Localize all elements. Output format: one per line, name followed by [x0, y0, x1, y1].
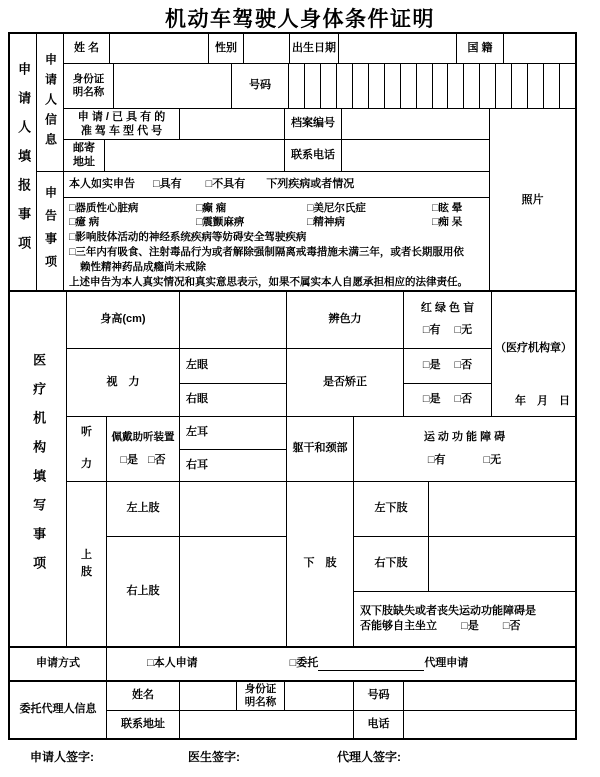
id-digit-cell[interactable] [401, 64, 417, 108]
entrust-suffix: 代理申请 [424, 657, 469, 670]
agent-address-input[interactable] [180, 711, 354, 738]
checkbox-has[interactable]: □具有 [153, 177, 182, 190]
sit-line-2: 否能够自主坐立 [360, 620, 437, 632]
legal-statement: 上述申告为本人真实情况和真实意思表示，如果不属实本人自愿承担相应的法律责任。 [69, 275, 468, 288]
checkbox-vertigo[interactable]: □眩 晕 [432, 201, 463, 214]
right-lower-limb-input[interactable] [429, 537, 575, 592]
dob-label: 出生日期 [290, 34, 339, 64]
id-digit-cell[interactable] [464, 64, 480, 108]
contact-phone-input[interactable] [342, 140, 490, 172]
id-digit-cell[interactable] [385, 64, 401, 108]
checkbox-aid-no[interactable]: □否 [148, 453, 166, 466]
id-name-label: 身份证明名称 [64, 64, 114, 109]
motor-function-label: 运 动 功 能 障 碍 [423, 430, 506, 443]
hearing-aid-label: 佩戴助听装置 [111, 430, 175, 443]
id-digit-cell[interactable] [337, 64, 353, 108]
gender-label: 性别 [209, 34, 244, 64]
id-digit-cell[interactable] [448, 64, 464, 108]
license-type-label: 申 请 / 已 具 有 的 准 驾 车 型 代 号 [64, 109, 180, 140]
right-ear-cell[interactable]: 右耳 [180, 450, 287, 482]
section-divider [10, 646, 575, 648]
trunk-neck-label: 躯干和颈部 [287, 417, 354, 482]
checkbox-aid-yes[interactable]: □是 [120, 453, 138, 466]
id-digit-cell[interactable] [560, 64, 575, 108]
license-type-input[interactable] [180, 109, 285, 140]
id-digit-cell[interactable] [305, 64, 321, 108]
checkbox-has-not[interactable]: □不具有 [205, 177, 246, 190]
checkbox-heart-disease[interactable]: □器质性心脏病 [69, 201, 139, 214]
correction-left-eye-cell [404, 349, 492, 384]
height-label: 身高(cm) [67, 292, 180, 349]
right-upper-limb-label: 右上肢 [107, 537, 180, 646]
side-label-applicant-section: 申请人填报事项 [10, 34, 37, 292]
checkbox-parkinsonism[interactable]: □震颤麻痹 [196, 216, 245, 229]
declaration-row [64, 172, 490, 198]
agent-info-label: 委托代理人信息 [10, 682, 107, 738]
checkbox-motor-have[interactable]: □有 [427, 453, 446, 466]
dob-input[interactable] [339, 34, 457, 64]
id-number-grid[interactable] [289, 64, 575, 109]
drug-history-wrap-line: 赖性精神药品成瘾尚未戒除 [80, 260, 206, 273]
id-digit-cell[interactable] [544, 64, 560, 108]
id-digit-cell[interactable] [369, 64, 385, 108]
right-lower-limb-label: 右下肢 [354, 537, 429, 592]
id-digit-cell[interactable] [512, 64, 528, 108]
vision-label: 视 力 [67, 349, 180, 417]
entrust-blank-line[interactable] [318, 657, 424, 671]
checkbox-hysteria[interactable]: □癔 病 [69, 216, 100, 229]
id-name-input[interactable] [114, 64, 232, 109]
correction-right-eye-cell [404, 384, 492, 417]
certificate-form-table [8, 32, 577, 740]
contact-phone-label: 联系电话 [285, 140, 342, 172]
application-method-cell [107, 648, 575, 680]
id-digit-cell[interactable] [433, 64, 449, 108]
file-number-label: 档案编号 [285, 109, 342, 140]
agent-name-label: 姓名 [107, 682, 180, 711]
nationality-input[interactable] [504, 34, 575, 64]
agent-signature-label: 代理人签字: [337, 750, 401, 764]
left-lower-limb-label: 左下肢 [354, 482, 429, 537]
left-upper-limb-label: 左上肢 [107, 482, 180, 537]
mail-address-input[interactable] [105, 140, 285, 172]
agent-phone-input[interactable] [404, 711, 575, 738]
checkbox-correct-yes-2[interactable]: □是 [422, 393, 441, 406]
id-digit-cell[interactable] [321, 64, 337, 108]
hearing-label: 听 力 [67, 417, 107, 482]
sit-line-1: 双下肢缺失或者丧失运动功能障碍是 [360, 605, 536, 617]
applicant-signature-label: 申请人签字: [30, 750, 94, 764]
color-vision-label: 辨色力 [287, 292, 404, 349]
checkbox-epilepsy[interactable]: □癫 痫 [196, 201, 227, 214]
left-upper-limb-input[interactable] [180, 482, 287, 537]
section-divider [10, 680, 575, 682]
checkbox-nervous-system-disease[interactable]: □影响肢体活动的神经系统疾病等妨碍安全驾驶疾病 [69, 231, 307, 244]
id-digit-cell[interactable] [480, 64, 496, 108]
id-digit-cell[interactable] [417, 64, 433, 108]
id-digit-cell[interactable] [289, 64, 305, 108]
checkbox-rg-have[interactable]: □有 [422, 324, 441, 336]
agent-id-number-input[interactable] [404, 682, 575, 711]
checkbox-correct-no[interactable]: □否 [454, 359, 473, 372]
agent-id-name-label: 身份证明名称 [237, 682, 285, 711]
disease-list [64, 198, 490, 292]
checkbox-meniere[interactable]: □美尼尔氏症 [307, 201, 366, 214]
checkbox-dementia[interactable]: □痴 呆 [432, 216, 463, 229]
declaration-suffix: 下列疾病或者情况 [266, 177, 355, 190]
upper-limb-label: 上 肢 [67, 482, 107, 646]
checkbox-motor-none[interactable]: □无 [483, 453, 502, 466]
nationality-label: 国 籍 [457, 34, 504, 64]
red-green-blind-cell [404, 292, 492, 349]
gender-input[interactable] [244, 34, 290, 64]
name-input[interactable] [110, 34, 209, 64]
lower-limb-label: 下 肢 [287, 482, 354, 646]
checkbox-sit-yes[interactable]: □是 [461, 620, 479, 632]
checkbox-drug-history[interactable]: □三年内有吸食、注射毒品行为或者解除强制隔离戒毒措施未满三年，或者长期服用依 [69, 246, 464, 258]
agent-address-label: 联系地址 [107, 711, 180, 738]
declaration-intro: 本人如实申告 [69, 177, 135, 190]
checkbox-self-application[interactable]: □本人申请 [147, 657, 198, 670]
hearing-aid-cell [107, 417, 180, 482]
id-digit-cell[interactable] [528, 64, 544, 108]
height-input[interactable] [180, 292, 287, 349]
agent-id-name-input[interactable] [285, 682, 354, 711]
left-ear-cell[interactable]: 左耳 [180, 417, 287, 450]
agent-id-number-label: 号码 [354, 682, 404, 711]
section-divider [10, 290, 575, 292]
checkbox-mental-illness[interactable]: □精神病 [307, 216, 345, 229]
side-label-medical-section: 医疗机构填写事项 [10, 292, 67, 646]
id-digit-cell[interactable] [496, 64, 512, 108]
side-label-declaration: 申告事项 [37, 172, 64, 292]
date-label: 年 月 日 [515, 395, 570, 408]
id-digit-cell[interactable] [353, 64, 369, 108]
agent-name-input[interactable] [180, 682, 237, 711]
sit-ability-cell [354, 592, 575, 646]
doctor-signature-label: 医生签字: [188, 750, 240, 764]
file-number-input[interactable] [342, 109, 490, 140]
name-label: 姓 名 [64, 34, 110, 64]
id-number-label: 号码 [232, 64, 289, 109]
checkbox-sit-no[interactable]: □否 [502, 620, 521, 632]
right-upper-limb-input[interactable] [180, 537, 287, 646]
application-method-label: 申请方式 [10, 648, 107, 680]
seal-label: （医疗机构章） [495, 342, 572, 355]
left-lower-limb-input[interactable] [429, 482, 575, 537]
left-eye-cell[interactable]: 左眼 [180, 349, 287, 384]
motor-function-cell [354, 417, 575, 482]
checkbox-entrust[interactable]: □委托 [289, 657, 319, 670]
photo-area[interactable]: 照片 [521, 193, 544, 206]
seal-area[interactable] [492, 292, 575, 417]
mail-address-label: 邮寄地址 [64, 140, 105, 172]
red-green-blind-label: 红 绿 色 盲 [420, 302, 475, 315]
side-label-applicant-info: 申请人信息 [37, 34, 64, 172]
right-eye-cell[interactable]: 右眼 [180, 384, 287, 417]
checkbox-correct-no-2[interactable]: □否 [454, 393, 473, 406]
page-title: 机动车驾驶人身体条件证明 [165, 8, 435, 31]
checkbox-correct-yes[interactable]: □是 [422, 359, 441, 372]
correction-label: 是否矫正 [287, 349, 404, 417]
agent-phone-label: 电话 [354, 711, 404, 738]
checkbox-rg-none[interactable]: □无 [454, 324, 473, 336]
